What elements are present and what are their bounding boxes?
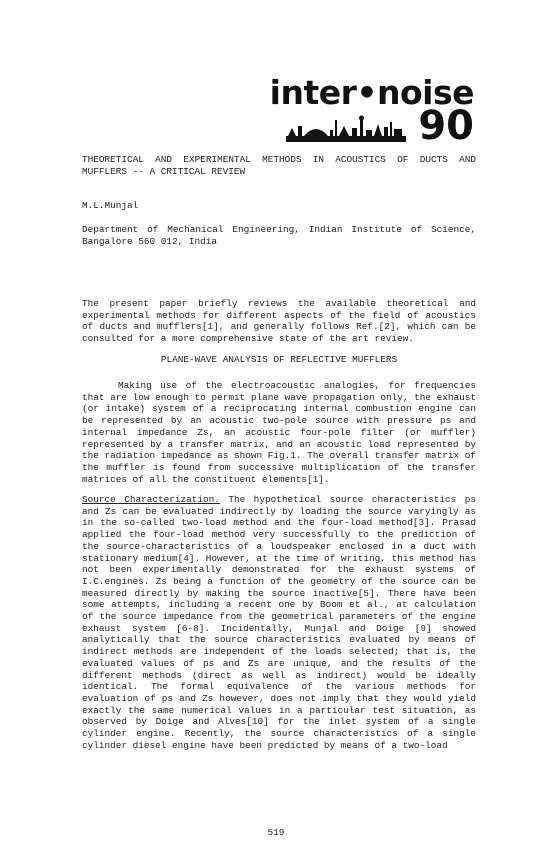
logo-wordmark: inter•noise [269,73,474,112]
paper-title: THEORETICAL AND EXPERIMENTAL METHODS IN ACOUSTICS OF DUCTS AND MUFFLERS -- A CRITICAL REVIEW [82,154,476,177]
skyline-graphic [286,114,406,144]
abstract-paragraph: The present paper briefly reviews the available theoretical and experimental methods for different aspects of the field of acoustics of ducts and mufflers[1], and generally follows Ref.[2], which can be consulted for a more comprehensive state of the art review. [82,298,476,345]
author-affiliation: Department of Mechanical Engineering, Indian Institute of Science, Bangalore 560 012, India [82,224,476,247]
section-heading: PLANE-WAVE ANALYSIS OF REFLECTIVE MUFFLERS [160,354,398,365]
logo-year: 90 [418,103,474,149]
body-paragraph-2 [82,494,476,751]
conference-logo [269,73,478,149]
paragraph-2-text: The hypothetical source characteristics ps and Zs can be evaluated indirectly by loading the source varyingly as in the so-called two-load method and the four-load method[3]. Prasad applied the four-load method very successfully to the prediction of the source-characteristics of a loudspeaker enclosed in a duct with stationary medium[4]. However, at the time of writing, this method has not been experimentally demonstrated for the exhaust systems of I.C.engines. Zs being a function of the geometry of the source can be measured directly by making the source inactive[5]. There have been some attempts, including a recent one by Boom et al., at calculation of the source impedance from the geometrical parameters of the engine exhaust system [6-8]. Incidentally, Munjal and Doige [9] showed analytically that the source characteristics evaluated by means of indirect methods are independent of the loads selected; that is, the evaluated values of ps and Zs are unique, and the results of the different methods (direct as well as indirect) would be ideally identical. The formal equivalence of the various methods for evaluation of ps and Zs however, does not imply that they would yield exactly the same numerical values in a particular test situation, as observed by Doige and Alves[10] for the inlet system of a single cylinder engine. Recently, the source characteristics of a single cylinder diesel engine have been predicted by means of a two-load [82,494,476,751]
paragraph-subheading: Source Characterization. [82,494,220,505]
paper-author: M.L.Munjal [82,200,139,211]
body-paragraph-1: Making use of the electroacoustic analogies, for frequencies that are low enough to permit plane wave propagation only, the exhaust (or intake) system of a reciprocating internal combustion engine can be represented by an acoustic two-pole source with pressure ps and internal impedance Zs, an acoustic four-pole filter (or muffler) represented by a transfer matrix, and an acoustic load represented by the radiation impedance as shown Fig.1. The overall transfer matrix of the muffler is found from successive multiplication of the transfer matrices of all the constituent elements[1]. [82,380,476,485]
page-number: 519 [267,827,285,838]
